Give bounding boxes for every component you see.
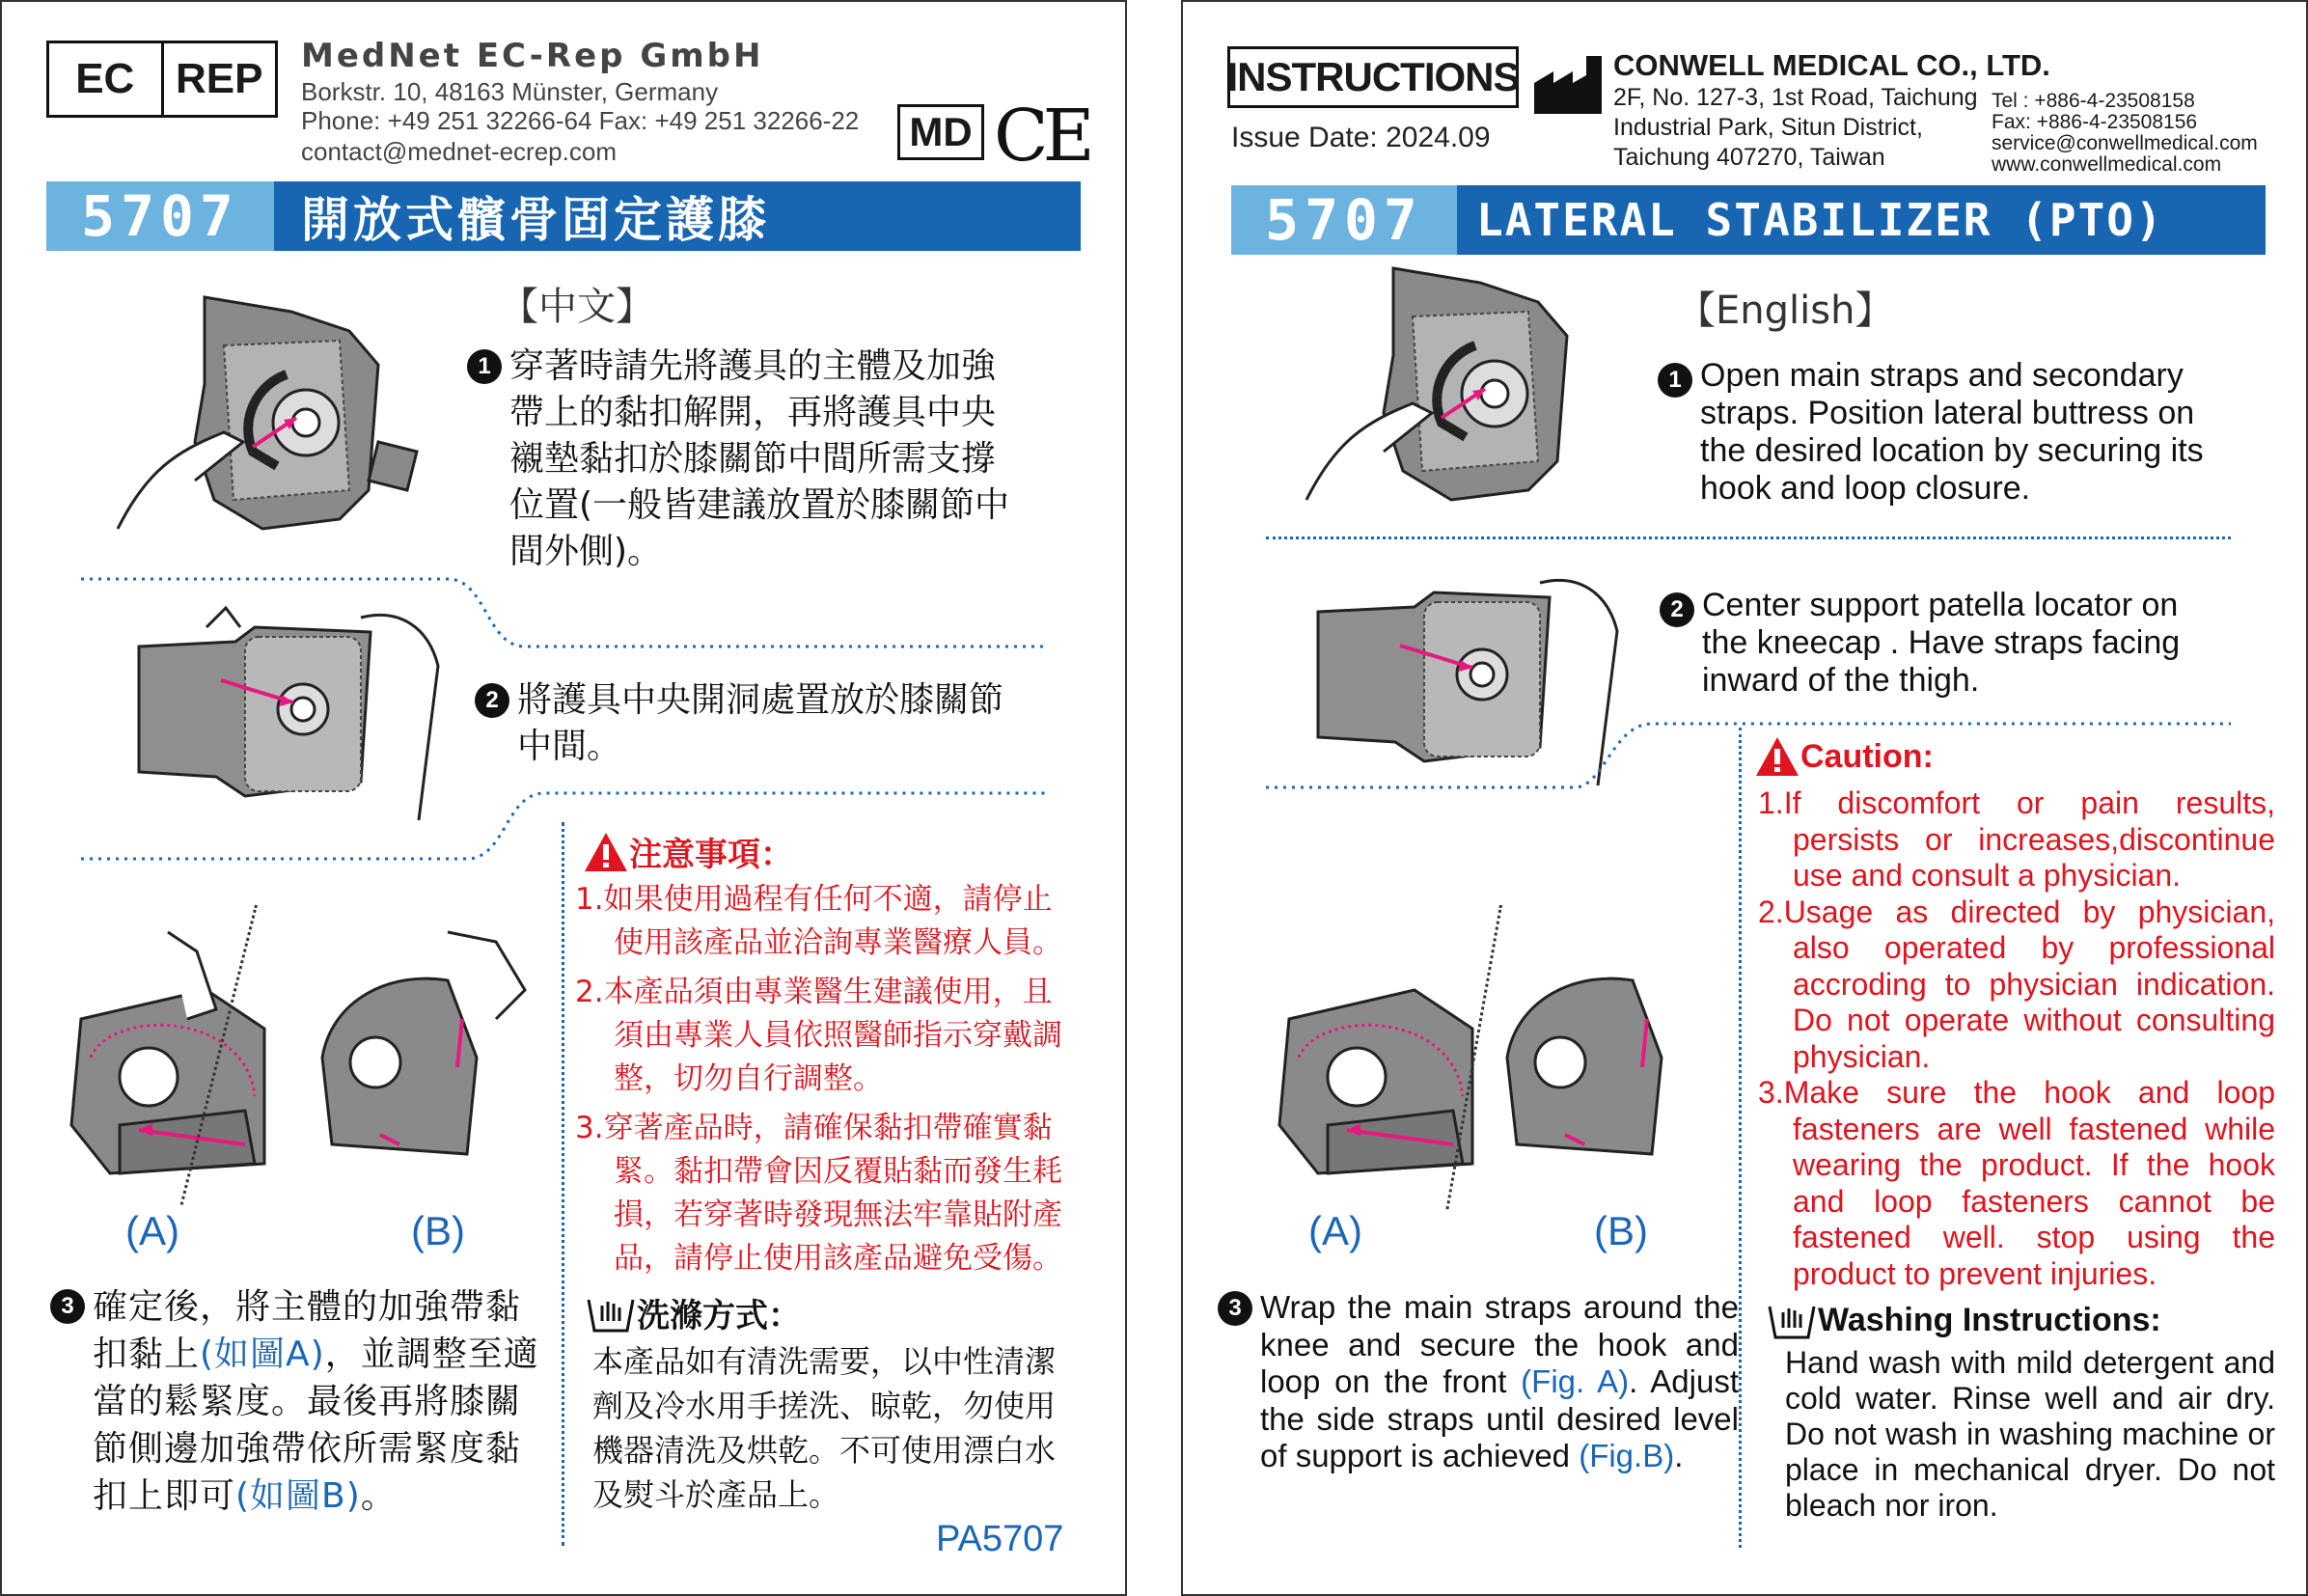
manufacturer-icon [1532, 54, 1604, 116]
step2-line: the kneecap . Have straps facing [1702, 624, 2181, 661]
step2-line: Center support patella locator on [1702, 587, 2179, 623]
washing-heading [585, 1289, 801, 1336]
step3-text [1218, 1289, 1739, 1475]
step3-part: 。 [360, 1476, 397, 1516]
instructions-label: INSTRUCTIONS [1227, 46, 1519, 108]
md-mark: MD [897, 104, 984, 160]
step3-part: ，並調整至適當的鬆緊度。最後再將膝關節側邊加強帶依所需緊度黏扣上即可 [93, 1335, 539, 1516]
address-line: Taichung 407270, Taiwan [1613, 144, 1885, 171]
separator [1266, 537, 2231, 539]
step2-text [475, 677, 1073, 770]
washing-text: Hand wash with mild detergent and cold water. Rinse well and air dry. Do not wash in washing machine or place in mechanical dryer. Do not bleach nor iron. [1785, 1345, 2275, 1523]
figure-a-reference: (Fig. A) [1521, 1363, 1630, 1399]
manufacturer-name: CONWELL MEDICAL CO., LTD. [1613, 48, 2050, 82]
caution-item: 3.Make sure the hook and loop fasteners are well fastened while wearing the product. If the hook and loop fasteners cannot be fastened well. stop using the product to prevent injuries. [1758, 1075, 2275, 1291]
step1-text [467, 344, 1065, 575]
ec-rep-email: contact@mednet-ecrep.com [301, 137, 617, 166]
product-title: LATERAL STABILIZER (PTO) [1457, 185, 2266, 255]
hand-wash-icon [585, 1292, 637, 1335]
model-number: 5707 [46, 181, 274, 251]
ce-mark: CE [994, 95, 1089, 178]
step2-illustration [129, 589, 457, 830]
rep-label: REP [161, 43, 276, 115]
caution-item: 2.本產品須由專業醫生建議使用，且須由專業人員依照醫師指示穿戴調整，切勿自行調整。 [575, 975, 1062, 1096]
step3-part: Wrap the main straps around the knee and secure the hook and loop on the front [1260, 1289, 1739, 1399]
step1-line: 位置(一般皆建議放置於膝關節中 [509, 485, 1010, 525]
chinese-page [0, 0, 1127, 1596]
figure-b-reference: (如圖B) [235, 1476, 361, 1516]
washing-title: 洗滌方式： [637, 1297, 801, 1335]
step3-part: 確定後，將主體的加強帶黏扣黏上 [93, 1287, 522, 1374]
step1-illustration [108, 288, 426, 558]
figure-b-label: (B) [411, 1208, 465, 1253]
step2-line: 中間。 [517, 727, 622, 766]
caution-item: 1.If discomfort or pain results, persists or increases,discontinue use and consult a physician. [1758, 785, 2275, 893]
issue-date: Issue Date: 2024.09 [1231, 122, 1491, 153]
figure-a-illustration [1260, 913, 1521, 1202]
ec-rep-company: MedNet EC-Rep GmbH [301, 37, 764, 75]
english-page [1181, 0, 2308, 1596]
step2-line: inward of the thigh. [1702, 662, 1980, 699]
step3-part: . Adjust the side straps until desired level of support is achieved [1260, 1363, 1739, 1473]
language-label: 【中文】 [500, 285, 654, 329]
step1-line: hook and loop closure. [1700, 470, 2031, 507]
figure-a-label: (A) [1308, 1208, 1362, 1253]
step1-line: the desired location by securing its [1700, 432, 2204, 469]
caution-heading [583, 828, 793, 875]
contact-line: Fax: +886-4-23508156 [1992, 111, 2198, 133]
document-code: PA5707 [936, 1519, 1064, 1559]
separator [1266, 716, 2231, 793]
language-label: 【English】 [1677, 289, 1894, 333]
caution-title: 注意事項： [629, 836, 793, 874]
figure-b-reference: (Fig.B) [1579, 1438, 1675, 1473]
step1-line: straps. Position lateral buttress on [1700, 395, 2195, 431]
washing-text: 本產品如有清洗需要，以中性清潔劑及冷水用手搓洗、晾乾，勿使用機器清洗及烘乾。不可使用漂白水及熨斗於產品上。 [592, 1343, 1057, 1513]
product-title: 開放式髕骨固定護膝 [274, 181, 1081, 251]
step1-line: 穿著時請先將護具的主體及加強 [509, 346, 997, 386]
warning-icon [1754, 735, 1800, 778]
step3-badge: 3 [1218, 1291, 1252, 1326]
step1-line: 帶上的黏扣解開，再將護具中央 [509, 393, 997, 432]
address-line: Industrial Park, Situn District, [1613, 114, 1923, 141]
figure-a-reference: (如圖A) [200, 1335, 325, 1374]
title-bar [1231, 185, 2266, 255]
caution-heading [1754, 735, 1934, 778]
ec-rep-mark [46, 41, 278, 118]
caution-list [575, 878, 1077, 1286]
caution-list [1758, 785, 2275, 1292]
washing-heading [1766, 1299, 2161, 1341]
step3-badge: 3 [50, 1289, 85, 1324]
ec-label: EC [75, 55, 135, 102]
caution-title: Caution: [1800, 737, 1934, 775]
figure-b-illustration [1488, 913, 1729, 1202]
hand-wash-icon [1766, 1299, 1818, 1341]
step1-badge: 1 [1658, 363, 1692, 398]
washing-title: Washing Instructions: [1818, 1301, 2161, 1338]
step1-illustration [1297, 259, 1606, 529]
figure-b-label: (B) [1594, 1208, 1648, 1253]
step1-badge: 1 [467, 349, 502, 384]
warning-icon [583, 831, 629, 873]
ec-rep-address: Borkstr. 10, 48163 Münster, Germany [301, 77, 719, 106]
caution-item: 1.如果使用過程有任何不適，請停止使用該產品並洽詢專業醫療人員。 [575, 882, 1062, 960]
figure-a-label: (A) [125, 1208, 179, 1253]
contact-line: www.conwellmedical.com [1992, 153, 2222, 176]
caution-item: 3.穿著產品時，請確保黏扣帶確實黏緊。黏扣帶會因反覆貼黏而發生耗損，若穿著時發現無法牢靠貼附產品，請停止使用該產品避免受傷。 [575, 1111, 1062, 1276]
column-divider [562, 822, 564, 1546]
model-number: 5707 [1231, 185, 1457, 255]
step3-text [50, 1283, 552, 1520]
step1-line: 襯墊黏扣於膝關節中間所需支撐 [509, 439, 997, 479]
manufacturer-address [1613, 83, 1978, 173]
step2-badge: 2 [475, 683, 509, 718]
address-line: 2F, No. 127-3, 1st Road, Taichung [1613, 84, 1978, 111]
caution-item: 2.Usage as directed by physician, also operated by professional accroding to physician indication. Do not operate without consulting physician. [1758, 894, 2275, 1074]
step2-line: 將護具中央開洞處置放於膝關節 [517, 680, 1004, 720]
step1-line: 間外側)。 [509, 532, 663, 571]
step1-text [1658, 357, 2275, 508]
title-bar [46, 181, 1081, 251]
step2-text [1660, 587, 2277, 700]
contact-line: service@conwellmedical.com [1992, 132, 2258, 154]
figure-b-illustration [303, 913, 563, 1202]
ec-rep-phone: Phone: +49 251 32266-64 Fax: +49 251 32266-22 [301, 106, 860, 135]
contact-line: Tel : +886-4-23508158 [1992, 90, 2195, 112]
column-divider [1739, 728, 1742, 1548]
step3-part: . [1674, 1438, 1684, 1473]
step2-badge: 2 [1660, 592, 1694, 627]
manufacturer-contact [1992, 91, 2258, 176]
step1-line: Open main straps and secondary [1700, 357, 2184, 394]
